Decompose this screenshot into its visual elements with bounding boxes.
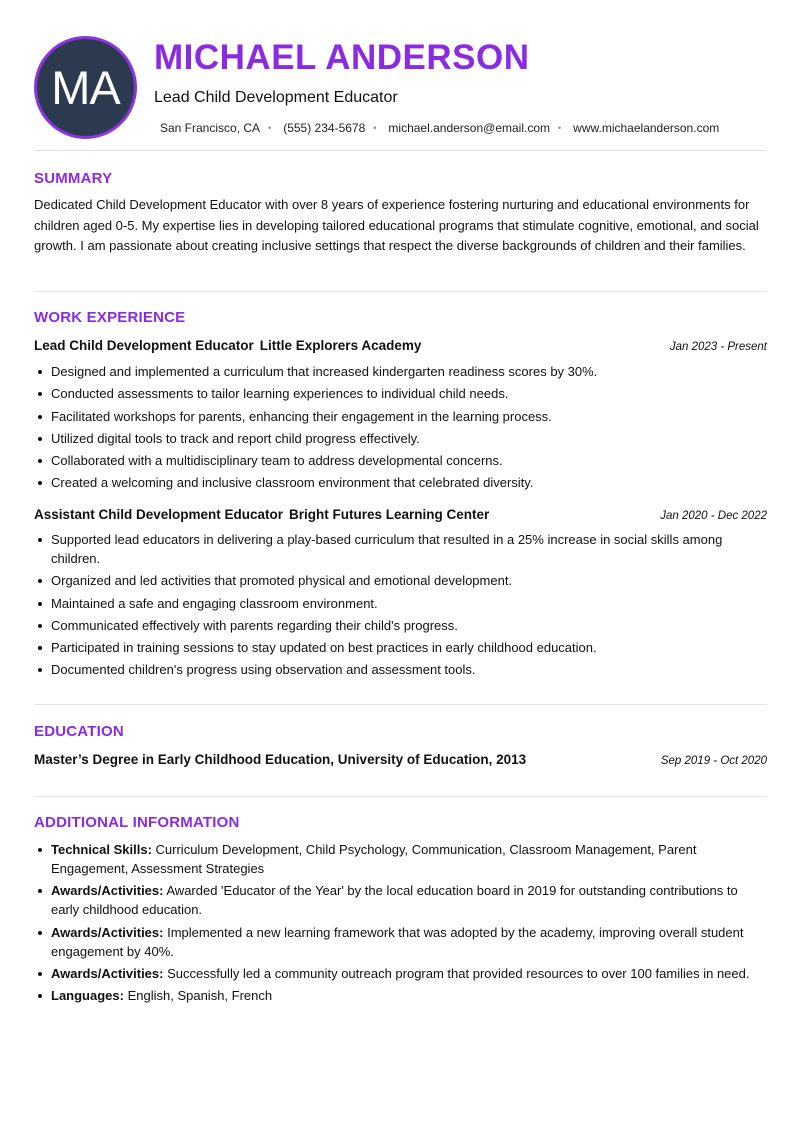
education-dates: Sep 2019 - Oct 2020: [660, 755, 767, 767]
item-label: Awards/Activities:: [51, 924, 164, 940]
summary-text: Dedicated Child Development Educator with over 8 years of experience fostering nurturing and educational environments for children aged 0-5. My expertise lies in developing tailored educational programs that stimulate cognitive, emotional, and social growth. I am passionate about creating inclusive settings that respect the diverse backgrounds of children and their families.: [34, 197, 759, 253]
avatar: [34, 36, 137, 139]
item-text: English, Spanish, French: [123, 988, 273, 1004]
job-header: [34, 507, 767, 522]
section-title-summary: SUMMARY: [34, 170, 113, 187]
education-degree: Master’s Degree in Early Childhood Education, University of Education, 2013: [34, 752, 527, 767]
education-entry: [34, 752, 767, 767]
item-text: Successfully led a community outreach program that provided resources to over 100 families in need.: [163, 965, 750, 981]
job-company: Bright Futures Learning Center: [289, 507, 490, 522]
job-title: [34, 338, 421, 353]
divider: [34, 704, 767, 705]
list-item: Designed and implemented a curriculum that increased kindergarten readiness scores by 30%.: [34, 362, 767, 381]
job-dates: Jan 2020 - Dec 2022: [660, 510, 767, 522]
avatar-initials: MA: [51, 61, 120, 114]
list-item: Created a welcoming and inclusive classroom environment that celebrated diversity.: [34, 473, 767, 492]
separator-dot-icon: •: [268, 123, 272, 133]
job-position: Assistant Child Development Educator: [34, 507, 284, 522]
additional-info-list: [34, 840, 767, 1008]
list-item: Conducted assessments to tailor learning experiences to individual child needs.: [34, 384, 767, 403]
item-label: Awards/Activities:: [51, 965, 164, 981]
list-item: Supported lead educators in delivering a play-based curriculum that resulted in a 25% increase in social skills among children.: [34, 530, 767, 568]
separator-dot-icon: •: [558, 123, 562, 133]
job-company: Little Explorers Academy: [259, 338, 422, 353]
contact-phone[interactable]: (555) 234-5678: [283, 121, 366, 135]
candidate-role: Lead Child Development Educator: [154, 89, 398, 106]
divider: [34, 150, 767, 151]
contact-website[interactable]: www.michaelanderson.com: [573, 121, 720, 135]
item-text: Curriculum Development, Child Psychology, Communication, Classroom Management, Parent Engagement, Assessment Strategies: [51, 842, 697, 876]
list-item: Documented children's progress using observation and assessment tools.: [34, 660, 767, 679]
item-label: Languages:: [51, 988, 124, 1004]
list-item: [34, 881, 767, 919]
job-bullets: [34, 362, 767, 496]
list-item: Organized and led activities that promoted physical and emotional development.: [34, 571, 767, 590]
item-text: Implemented a new learning framework that was adopted by the academy, improving overall student engagement by 40%.: [51, 924, 744, 959]
section-title-additional-information: ADDITIONAL INFORMATION: [34, 814, 240, 831]
contact-row: [160, 120, 719, 136]
list-item: Participated in training sessions to stay updated on best practices in early childhood education.: [34, 638, 767, 657]
job-header: [34, 338, 767, 353]
list-item: [34, 923, 767, 961]
resume-header: [34, 34, 767, 140]
list-item: Facilitated workshops for parents, enhancing their engagement in the learning process.: [34, 407, 767, 426]
divider: [34, 291, 767, 292]
contact-location: San Francisco, CA: [160, 121, 261, 135]
section-title-work-experience: WORK EXPERIENCE: [34, 309, 186, 326]
list-item: Maintained a safe and engaging classroom environment.: [34, 594, 767, 613]
item-label: Awards/Activities:: [51, 883, 164, 899]
list-item: Utilized digital tools to track and report child progress effectively.: [34, 429, 767, 448]
list-item: [34, 964, 767, 983]
item-text: Awarded 'Educator of the Year' by the local education board in 2019 for outstanding contributions to early childhood education.: [51, 883, 738, 918]
list-item: [34, 840, 767, 878]
separator-dot-icon: •: [373, 123, 377, 133]
candidate-name: MICHAEL ANDERSON: [154, 38, 530, 77]
job-dates: Jan 2023 - Present: [669, 341, 767, 353]
item-label: Technical Skills:: [51, 842, 152, 857]
section-title-education: EDUCATION: [34, 723, 124, 740]
divider: [34, 796, 767, 797]
job-title: [34, 507, 489, 522]
list-item: [34, 986, 767, 1005]
job-position: Lead Child Development Educator: [34, 338, 254, 353]
contact-email[interactable]: michael.anderson@email.com: [388, 121, 551, 135]
job-bullets: [34, 530, 767, 683]
list-item: Collaborated with a multidisciplinary team to address developmental concerns.: [34, 451, 767, 470]
list-item: Communicated effectively with parents regarding their child's progress.: [34, 616, 767, 635]
